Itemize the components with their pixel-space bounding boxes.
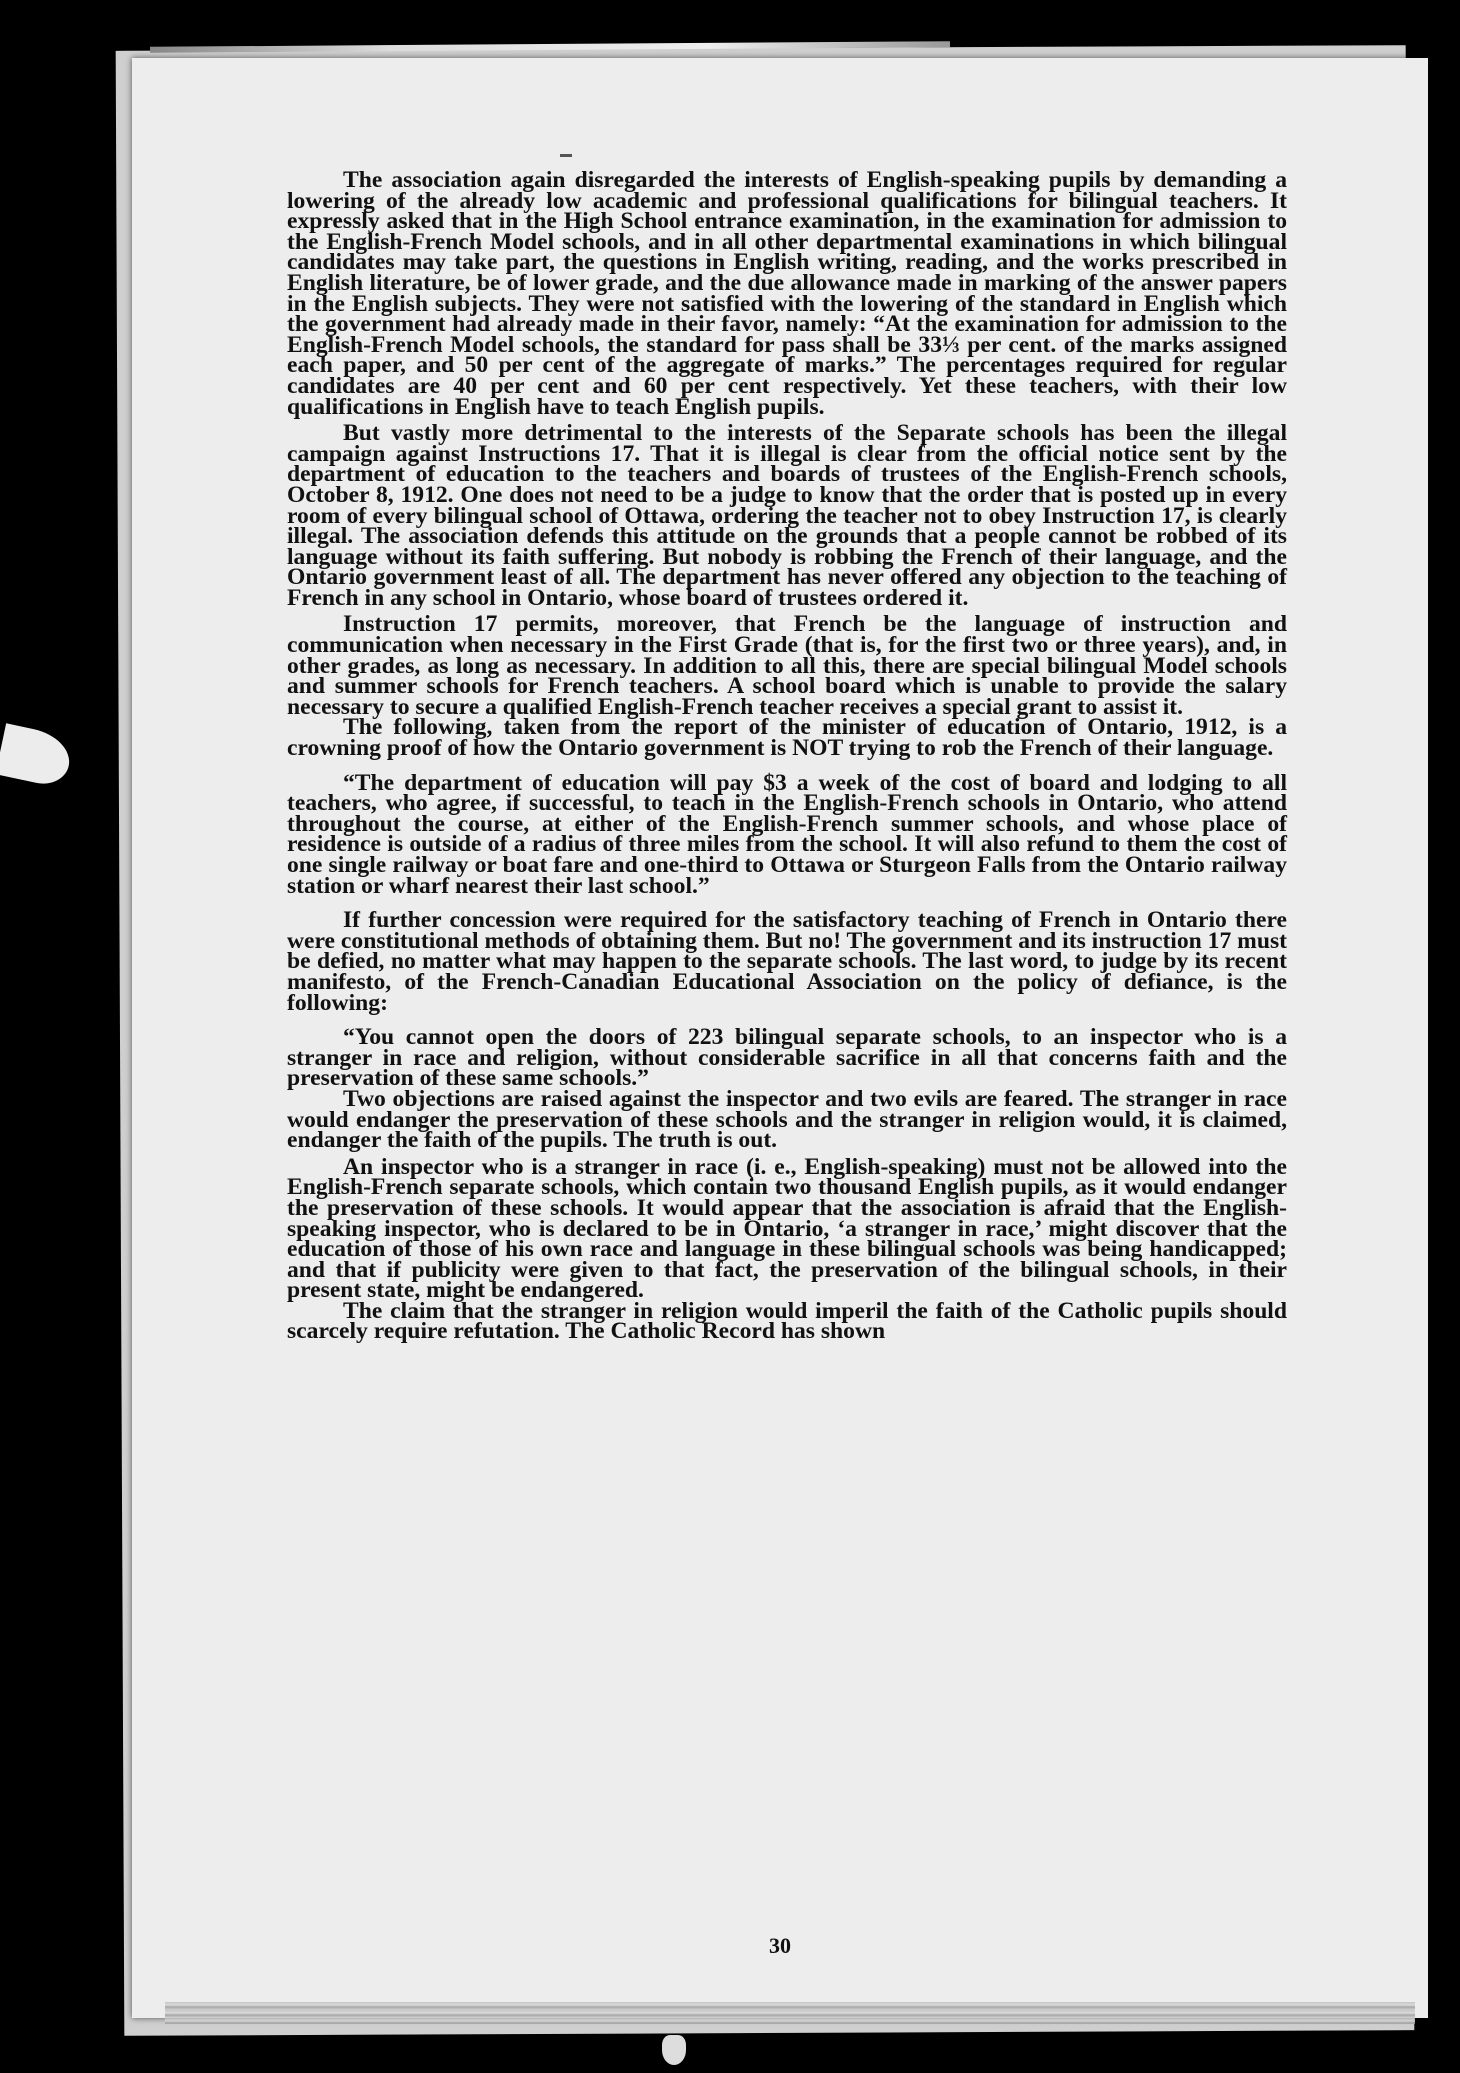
left-edge-blot (0, 723, 75, 788)
top-tick-mark (560, 154, 572, 157)
paragraph-9: An inspector who is a stranger in race (i. e., English-speaking) must not be allowed into the English-French separate schools, which contain two thousand English pupils, as it would endanger the preservation of these schools. It would appear that the association is afraid that the English-speaking inspector, who is declared to be in Ontario, ‘a stranger in race,’ might discover that the education of those of his own race and language in these bilingual schools was being handicapped; and that if publicity were given to that fact, the preservation of the bilingual schools, in their present state, might be endangered. (287, 1153, 1287, 1304)
document-page (132, 58, 1428, 2018)
paragraph-1: The association again disregarded the interests of English-speaking pupils by demanding a lowering of the already low academic and professional qualifications for bilingual teachers. It expressly asked that in the High School entrance examination, in the examination for admission to the English-French Model schools, and in all other departmental examinations in which bilingual candidates may take part, the questions in English writing, reading, and the works prescribed in English literature, be of lower grade, and the due allowance made in marking of the answer papers in the English subjects. They were not satisfied with the lowering of the standard in English which the government had already made in their favor, namely: “At the examination for admission to the English-French Model schools, the standard for pass shall be 33⅓ per cent. of the marks assigned each paper, and 50 per cent of the aggregate of marks.” The percentages required for regular candidates are 40 per cent and 60 per cent respectively. Yet these teachers, with their low qualifications in English have to teach English pupils. (287, 167, 1287, 420)
body-text (287, 167, 1287, 1345)
paragraph-5-quote: “The department of education will pay $3 a week of the cost of board and lodging to all teachers, who agree, if successful, to teach in the English-French schools in Ontario, who attend throughout the course, at either of the English-French summer schools, and whose place of residence is outside of a radius of three miles from the school. It will also refund to them the cost of one single railway or boat fare and one-third to Ottawa or Sturgeon Falls from the Ontario railway station or wharf nearest their last school.” (287, 769, 1287, 899)
paragraph-6: If further concession were required for the satisfactory teaching of French in Ontario there were constitutional methods of obtaining them. But no! The government and its instruction 17 must be defied, no matter what may happen to the separate schools. The last word, to judge by its recent manifesto, of the French-Canadian Educational Association on the policy of defiance, is the following: (287, 907, 1287, 1016)
paragraph-3: Instruction 17 permits, moreover, that French be the language of instruction and communication when necessary in the First Grade (that is, for the first two or three years), and, in other grades, as long as necessary. In addition to all this, there are special bilingual Model schools and summer schools for French teachers. A school board which is unable to provide the salary necessary to secure a qualified English-French teacher receives a special grant to assist it. (287, 611, 1287, 720)
paragraph-2: But vastly more detrimental to the interests of the Separate schools has been the illegal campaign against Instructions 17. That it is illegal is clear from the official notice sent by the department of education to the teachers and boards of trustees of the English-French schools, October 8, 1912. One does not need to be a judge to know that the order that is posted up in every room of every bilingual school of Ottawa, ordering the teacher not to obey Instruction 17, is clearly illegal. The association defends this attitude on the grounds that a people cannot be robbed of its language without its faith suffering. But nobody is robbing the French of their language, and the Ontario government least of all. The department has never offered any objection to the teaching of French in any school in Ontario, whose board of trustees ordered it. (287, 420, 1287, 611)
paragraph-8: Two objections are raised against the inspector and two evils are feared. The stranger in race would endanger the preservation of these schools and the stranger in religion would, it is claimed, endanger the faith of the pupils. The truth is out. (287, 1085, 1287, 1154)
paragraph-4: The following, taken from the report of the minister of education of Ontario, 1912, is a crowning proof of how the Ontario government is NOT trying to rob the French of their language. (287, 714, 1287, 762)
paragraph-10: The claim that the stranger in religion would imperil the faith of the Catholic pupils should scarcely require refutation. The Catholic Record has shown (287, 1297, 1287, 1345)
bottom-edge-blot (662, 2035, 686, 2065)
page-edge-bottom (165, 2002, 1415, 2024)
page-number: 30 (769, 1933, 791, 1958)
paragraph-7-quote: “You cannot open the doors of 223 bilingual separate schools, to an inspector who is a stranger in race and religion, without considerable sacrifice in all that concerns faith and the preservation of these same schools.” (287, 1024, 1287, 1092)
